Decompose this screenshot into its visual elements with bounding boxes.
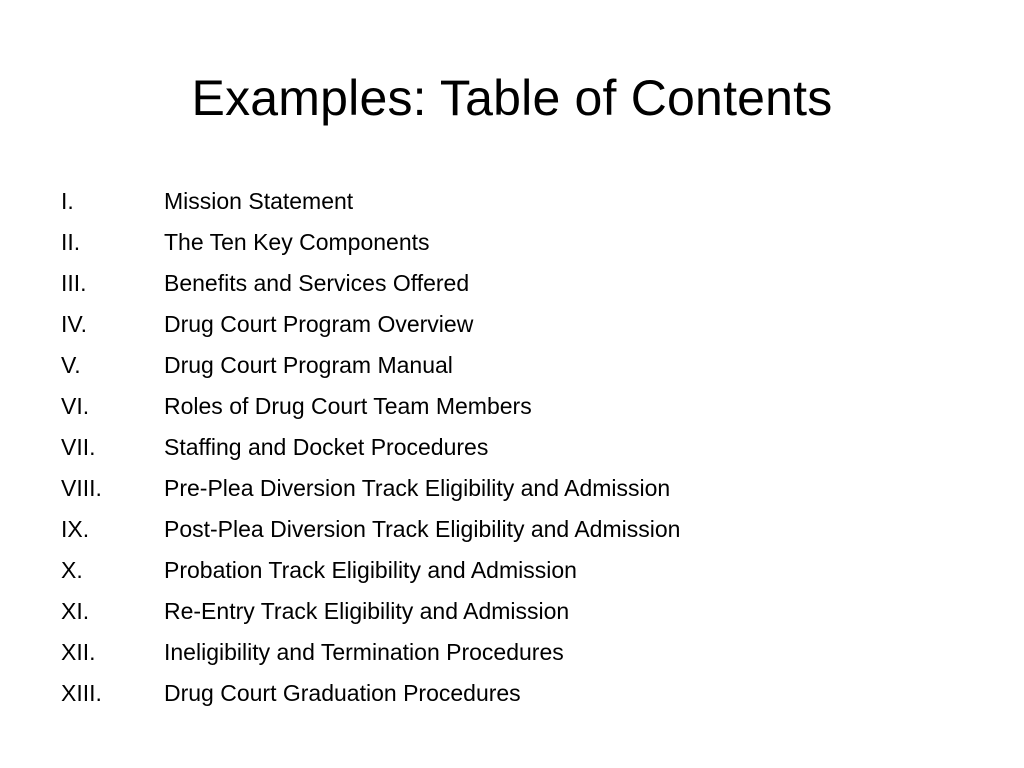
- toc-item-number: II.: [61, 229, 81, 255]
- toc-item: [61, 509, 680, 550]
- toc-item: [61, 468, 680, 509]
- toc-item-number: VII.: [61, 434, 96, 460]
- toc-item: [61, 386, 680, 427]
- toc-item: [61, 427, 680, 468]
- toc-item-number: X.: [61, 557, 83, 583]
- toc-item: [61, 304, 680, 345]
- toc-item-number: V.: [61, 352, 81, 378]
- slide-title: Examples: Table of Contents: [191, 70, 833, 126]
- toc-item: [61, 591, 680, 632]
- toc-item-text: Probation Track Eligibility and Admission: [164, 557, 577, 583]
- toc-item: [61, 222, 680, 263]
- toc-item-text: Mission Statement: [164, 188, 354, 214]
- table-of-contents-list: [61, 181, 680, 714]
- toc-item-number: IV.: [61, 311, 88, 337]
- toc-item-text: The Ten Key Components: [164, 229, 430, 255]
- toc-item: [61, 632, 680, 673]
- toc-item: [61, 345, 680, 386]
- toc-item: [61, 673, 680, 714]
- toc-item-text: Pre-Plea Diversion Track Eligibility and Admission: [164, 475, 671, 501]
- toc-item: [61, 263, 680, 304]
- toc-item-text: Post-Plea Diversion Track Eligibility and Admission: [164, 516, 681, 542]
- toc-item-text: Staffing and Docket Procedures: [164, 434, 489, 460]
- toc-item: [61, 181, 680, 222]
- toc-item-text: Benefits and Services Offered: [164, 270, 470, 296]
- toc-item-text: Drug Court Graduation Procedures: [164, 680, 521, 706]
- toc-item-number: VIII.: [61, 475, 102, 501]
- toc-item-text: Ineligibility and Termination Procedures: [164, 639, 564, 665]
- toc-item-number: XIII.: [61, 680, 102, 706]
- toc-item-number: IX.: [61, 516, 90, 542]
- toc-item: [61, 550, 680, 591]
- toc-item-number: XI.: [61, 598, 90, 624]
- toc-item-number: XII.: [61, 639, 96, 665]
- toc-item-text: Drug Court Program Overview: [164, 311, 474, 337]
- toc-item-number: VI.: [61, 393, 90, 419]
- toc-item-text: Drug Court Program Manual: [164, 352, 453, 378]
- toc-item-text: Re-Entry Track Eligibility and Admission: [164, 598, 570, 624]
- toc-item-number: I.: [61, 188, 74, 214]
- toc-item-text: Roles of Drug Court Team Members: [164, 393, 532, 419]
- toc-item-number: III.: [61, 270, 87, 296]
